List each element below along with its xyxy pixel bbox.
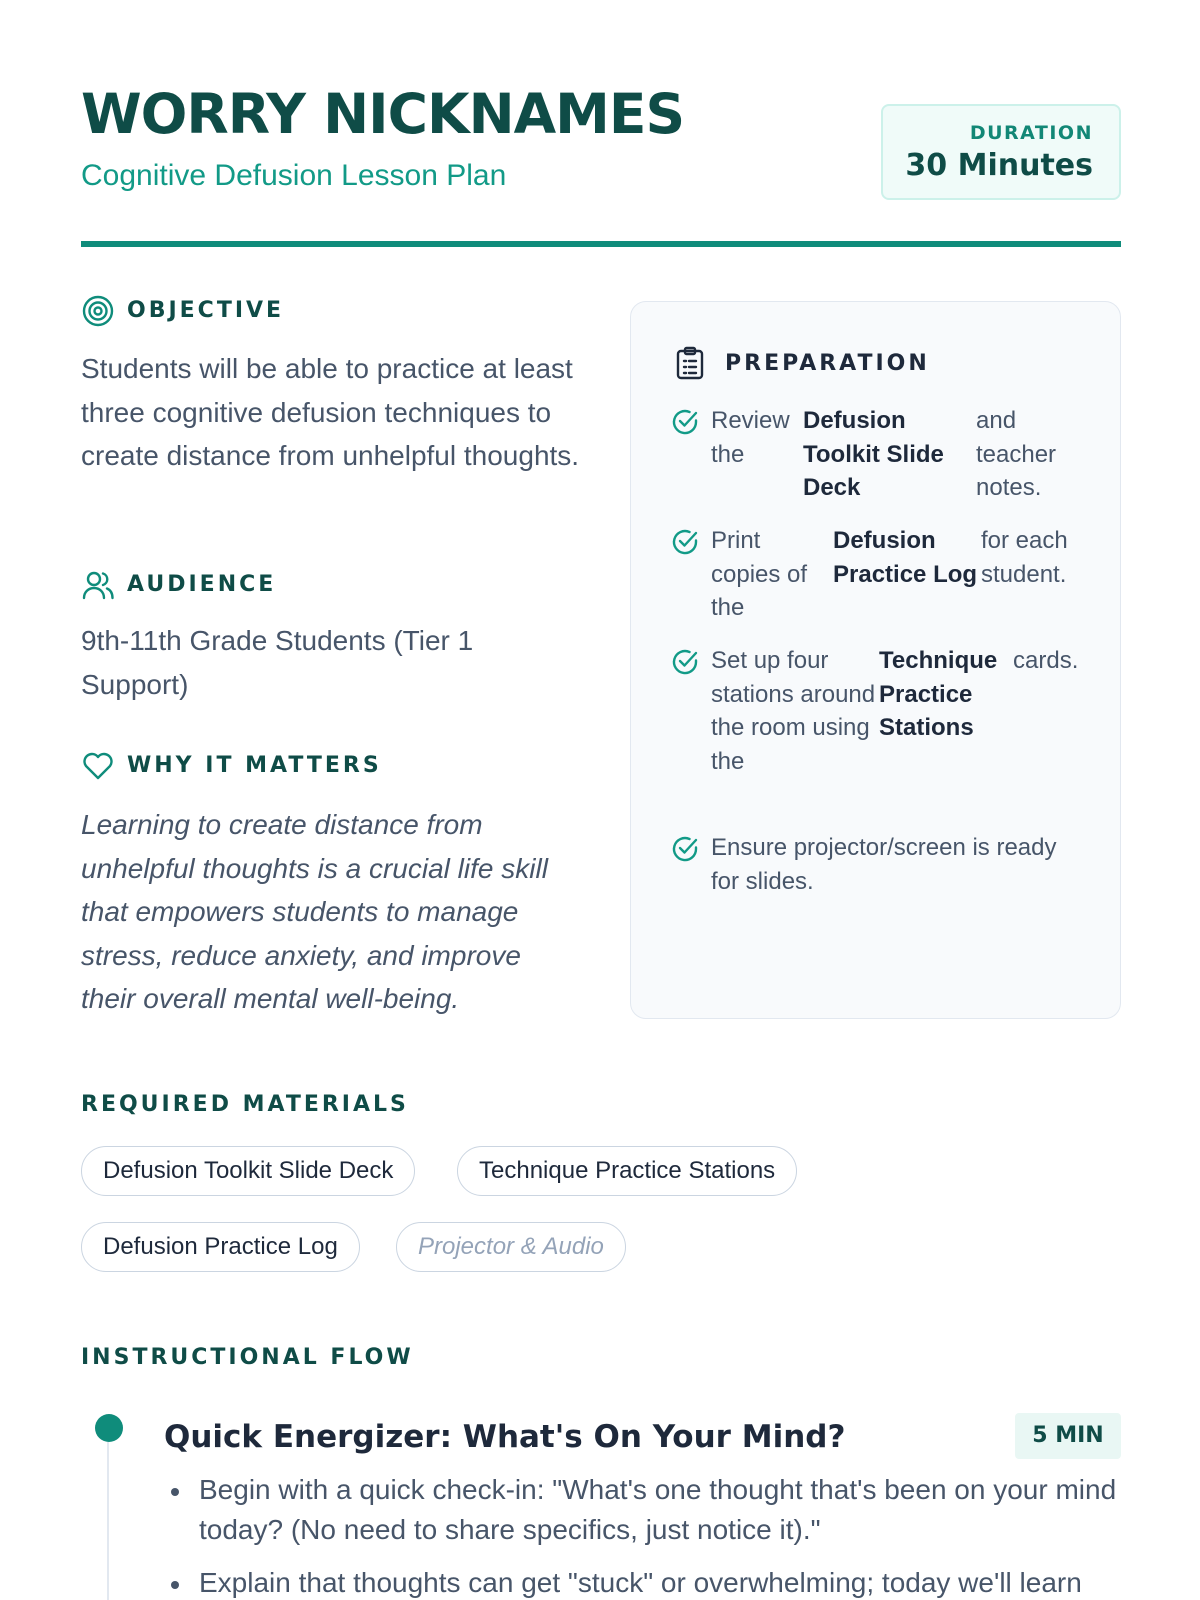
why-text: Learning to create distance from unhelpful thoughts is a crucial life skill that empowers students to manage stress, reduce anxiety, and improve their overall mental well-being. [81,809,548,1014]
material-pill: Projector & Audio [396,1222,626,1272]
prep-item-material: Defusion Practice Log [833,527,978,588]
objective-text: Students will be able to practice at least three cognitive defusion techniques to create distance from unhelpful thoughts. [81,353,580,471]
prep-item-text: Set up four stations around the room using the [711,647,876,775]
check-circle-icon [671,648,699,676]
users-icon [81,568,115,602]
materials-heading [81,1090,409,1120]
material-pill: Defusion Practice Log [81,1222,360,1272]
check-circle-icon [671,835,699,863]
prep-item-text: Ensure projector/screen is ready for slides. [711,834,1057,895]
preparation-heading-label: PREPARATION [725,350,930,376]
step-bullet: Explain that thoughts can get "stuck" or overwhelming; today we'll learn [167,1563,1117,1600]
prep-item-material: Defusion Toolkit Slide Deck [803,407,944,501]
header-divider [81,241,1121,247]
prep-item-material: Technique Practice Stations [879,647,998,741]
materials-heading-label: REQUIRED MATERIALS [81,1092,409,1117]
timeline-dot [95,1414,123,1442]
prep-item-text: cards. [1013,647,1079,674]
prep-item-text: and teacher notes. [976,407,1057,501]
check-circle-icon [671,408,699,436]
header [81,78,1121,208]
why-heading [81,749,382,783]
duration-badge [881,104,1121,200]
duration-value: 30 Minutes [905,148,1093,183]
flow-heading [81,1343,414,1373]
check-circle-icon [671,528,699,556]
why-heading-label: WHY IT MATTERS [127,753,382,778]
step-title: Quick Energizer: What's On Your Mind? [164,1419,846,1455]
timeline-line [107,1428,109,1600]
prep-item-text: for each student. [981,527,1068,588]
audience-heading-label: AUDIENCE [127,572,277,597]
target-icon [81,294,115,328]
step-bullets [167,1470,1117,1600]
duration-label: DURATION [969,122,1093,144]
material-pill: Technique Practice Stations [457,1146,797,1196]
page-subtitle: Cognitive Defusion Lesson Plan [81,159,507,192]
objective-heading [81,294,284,328]
step-duration-badge: 5 MIN [1015,1413,1121,1459]
flow-heading-label: INSTRUCTIONAL FLOW [81,1345,414,1370]
step-bullet: Begin with a quick check-in: "What's one thought that's been on your mind today? (No need to share specifics, just notice it)." [167,1470,1117,1550]
audience-heading [81,568,276,602]
preparation-heading [673,346,930,380]
heart-icon [81,749,115,783]
prep-item-text: Print copies of the [711,527,808,621]
prep-item-text: Review the [711,407,790,468]
audience-text: 9th-11th Grade Students (Tier 1 Support) [81,625,474,700]
material-pill: Defusion Toolkit Slide Deck [81,1146,415,1196]
page-title: WORRY NICKNAMES [81,82,685,146]
objective-heading-label: OBJECTIVE [127,298,285,323]
preparation-card [630,301,1121,1019]
clipboard-icon [673,346,707,380]
